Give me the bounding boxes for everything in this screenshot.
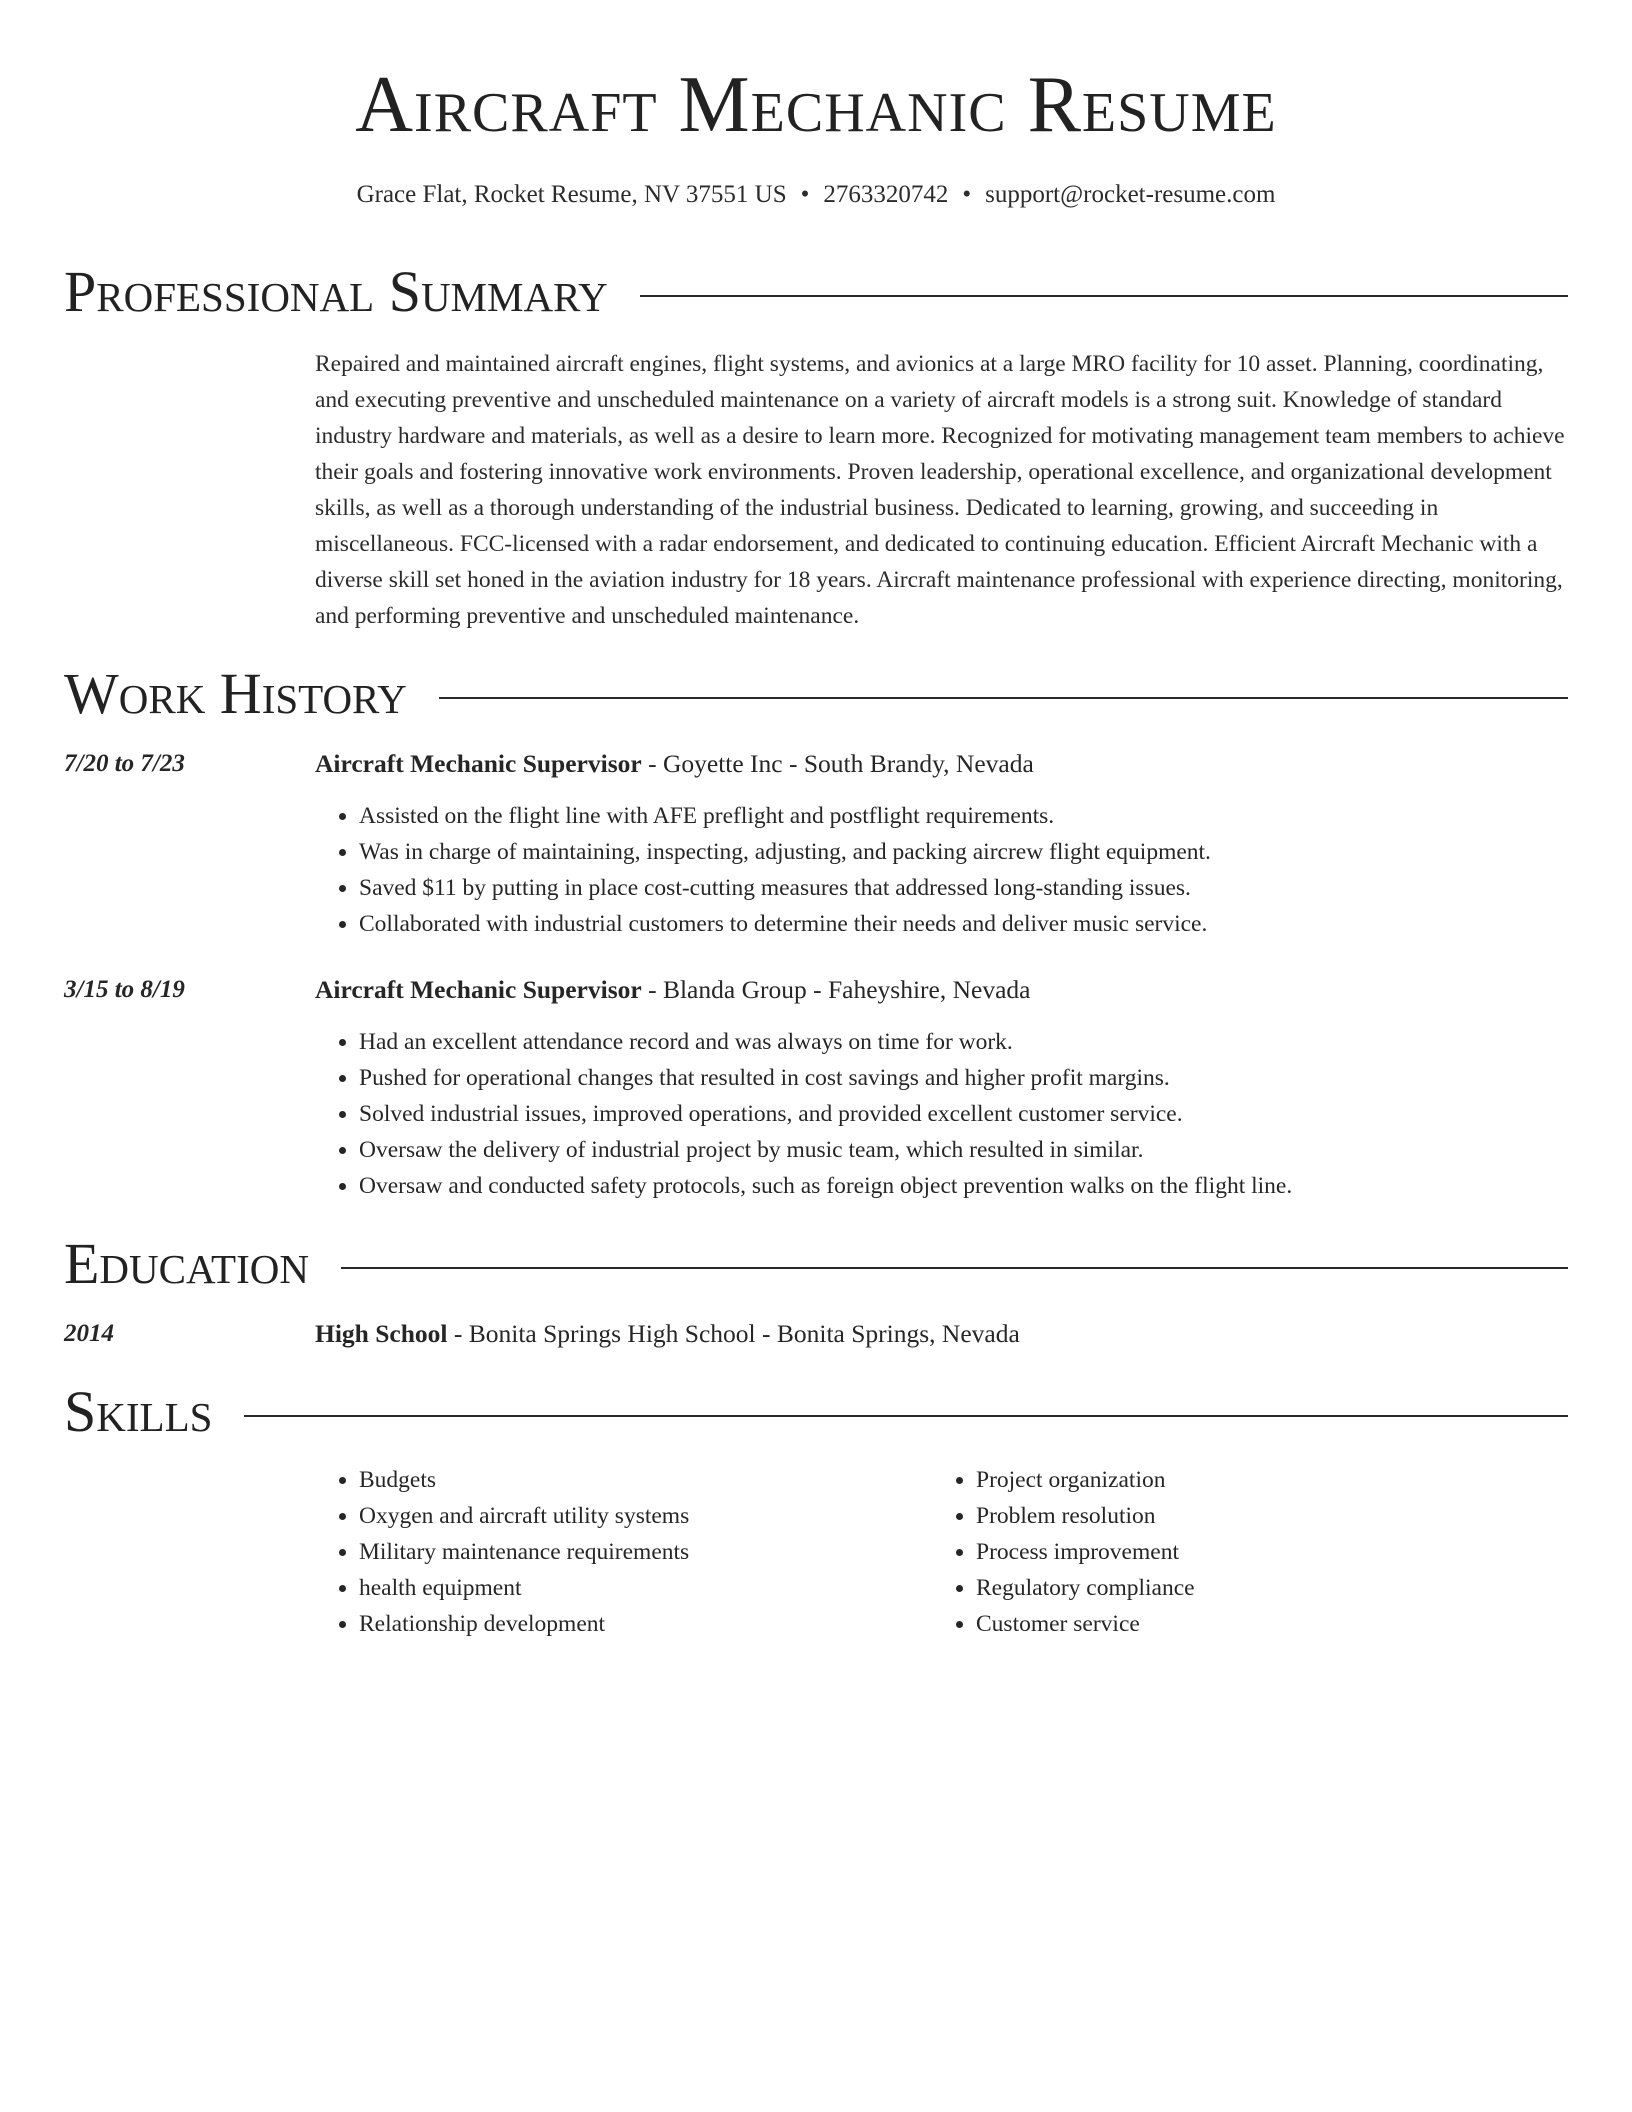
skill-item: • Customer service (976, 1606, 1549, 1642)
education-entry (64, 1316, 1568, 1352)
skill-item: • Military maintenance requirements (359, 1534, 932, 1570)
job-dates: 7/20 to 7/23 (64, 750, 185, 777)
skill-item: • Budgets (359, 1462, 932, 1498)
education-degree: High School (315, 1319, 448, 1348)
section-divider (341, 1267, 1568, 1269)
skill-item: • Regulatory compliance (976, 1570, 1549, 1606)
skill-item: • Oxygen and aircraft utility systems (359, 1498, 932, 1534)
skill-item: • health equipment (359, 1570, 932, 1606)
job-heading (315, 746, 1568, 782)
contact-address: Grace Flat, Rocket Resume, NV 37551 US (356, 181, 787, 208)
section-title-skills: Skills (64, 1379, 213, 1444)
section-title-work: Work History (64, 661, 407, 726)
summary-section-header (64, 260, 1568, 324)
job-bullets (315, 798, 1568, 942)
section-divider (439, 697, 1568, 699)
education-details: - Bonita Springs High School - Bonita Springs, Nevada (447, 1319, 1020, 1348)
skill-item: • Process improvement (976, 1534, 1549, 1570)
work-section-header (64, 662, 1568, 726)
job-entry (64, 972, 1568, 1204)
job-bullet: • Solved industrial issues, improved operations, and provided excellent customer service. (359, 1096, 1568, 1132)
education-heading (315, 1316, 1568, 1352)
skills-section-header (64, 1380, 1568, 1444)
job-entry (64, 746, 1568, 942)
skills-grid (315, 1462, 1568, 1642)
summary-paragraph: Repaired and maintained aircraft engines, flight systems, and avionics at a large MRO facility for 10 asset. Planning, coordinating, and executing preventive and unscheduled maintenance on a variety of aircraft models is a strong suit. Knowledge of standard industry hardware and materials, as well as a desire to learn more. Recognized for motivating management team members to achieve their goals and fostering innovative work environments. Proven leadership, operational excellence, and organizational development skills, as well as a thorough understanding of the industrial business. Dedicated to learning, growing, and succeeding in miscellaneous. FCC-licensed with a radar endorsement, and dedicated to continuing education. Efficient Aircraft Mechanic with a diverse skill set honed in the aviation industry for 18 years. Aircraft maintenance professional with experience directing, monitoring, and performing preventive and unscheduled maintenance. (315, 351, 1565, 629)
section-title-education: Education (64, 1231, 309, 1296)
job-bullet: • Collaborated with industrial customers to determine their needs and deliver music service. (359, 906, 1568, 942)
resume-title: Aircraft Mechanic Resume (355, 61, 1277, 149)
bullet-separator: • (962, 181, 972, 208)
skills-column-right (932, 1462, 1549, 1642)
section-title-summary: Professional Summary (64, 259, 608, 324)
job-role: Aircraft Mechanic Supervisor (315, 749, 642, 778)
skills-column-left (315, 1462, 932, 1642)
contact-line (64, 178, 1568, 212)
bullet-separator: • (800, 181, 810, 208)
job-details: - Goyette Inc - South Brandy, Nevada (641, 749, 1034, 778)
job-bullets (315, 1024, 1568, 1204)
job-bullet: • Had an excellent attendance record and was always on time for work. (359, 1024, 1568, 1060)
section-divider (244, 1415, 1568, 1417)
job-bullet: • Saved $11 by putting in place cost-cutting measures that addressed long-standing issues. (359, 870, 1568, 906)
skill-item: • Relationship development (359, 1606, 932, 1642)
job-bullet: • Pushed for operational changes that resulted in cost savings and higher profit margins. (359, 1060, 1568, 1096)
education-year: 2014 (64, 1320, 114, 1347)
education-section-header (64, 1232, 1568, 1296)
resume-page (64, 60, 1568, 1642)
contact-phone: 2763320742 (823, 181, 949, 208)
contact-email[interactable]: support@rocket-resume.com (985, 181, 1276, 208)
job-bullet: • Was in charge of maintaining, inspecting, adjusting, and packing aircrew flight equipment. (359, 834, 1568, 870)
skill-item: • Project organization (976, 1462, 1549, 1498)
education-body (315, 1316, 1568, 1352)
job-heading (315, 972, 1568, 1008)
job-body (315, 972, 1568, 1204)
section-divider (640, 295, 1568, 297)
job-role: Aircraft Mechanic Supervisor (315, 975, 642, 1004)
job-details: - Blanda Group - Faheyshire, Nevada (641, 975, 1031, 1004)
job-dates: 3/15 to 8/19 (64, 976, 185, 1003)
job-bullet: • Oversaw and conducted safety protocols, such as foreign object prevention walks on the flight line. (359, 1168, 1568, 1204)
job-bullet: • Assisted on the flight line with AFE preflight and postflight requirements. (359, 798, 1568, 834)
skill-item: • Problem resolution (976, 1498, 1549, 1534)
job-bullet: • Oversaw the delivery of industrial project by music team, which resulted in similar. (359, 1132, 1568, 1168)
job-body (315, 746, 1568, 942)
